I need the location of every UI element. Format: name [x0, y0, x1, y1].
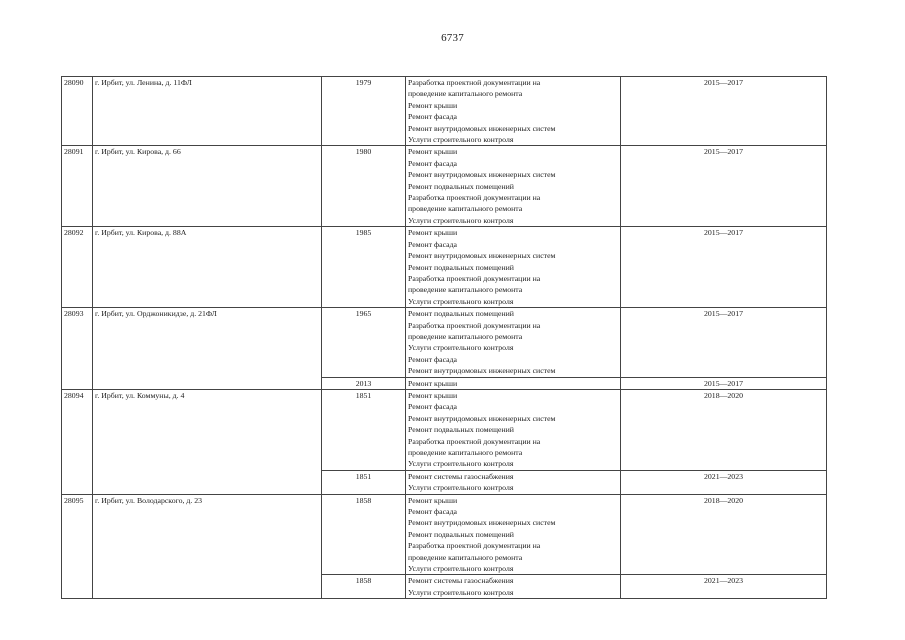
work-item: проведение капитального ремонта [408, 331, 523, 341]
table-row [62, 146, 827, 227]
record-id: 28093 [62, 308, 93, 390]
record-works [406, 494, 621, 575]
work-item: Ремонт внутридомовых инженерных систем [408, 413, 556, 423]
work-item: Ремонт фасада [408, 507, 458, 517]
work-item: Ремонт внутридомовых инженерных систем [408, 366, 556, 376]
record-address: г. Ирбит, ул. Кирова, д. 88А [93, 227, 322, 308]
record-address: г. Ирбит, ул. Ленина, д. 11ФЛ [93, 77, 322, 146]
table-row [62, 227, 827, 308]
table-row [62, 389, 827, 470]
work-item: Ремонт подвальных помещений [408, 309, 514, 319]
record-year: 1858 [322, 494, 406, 575]
record-works [406, 377, 621, 389]
record-id: 28091 [62, 146, 93, 227]
record-year: 1985 [322, 227, 406, 308]
record-year: 1980 [322, 146, 406, 227]
work-item: Услуги строительного контроля [408, 135, 514, 145]
record-period: 2021—2023 [621, 575, 827, 599]
work-item: Ремонт внутридомовых инженерных систем [408, 170, 556, 180]
work-item: проведение капитального ремонта [408, 552, 523, 562]
record-id: 28090 [62, 77, 93, 146]
work-item: Ремонт подвальных помещений [408, 529, 514, 539]
record-address: г. Ирбит, ул. Коммуны, д. 4 [93, 389, 322, 494]
work-item: проведение капитального ремонта [408, 89, 523, 99]
work-item: Ремонт фасада [408, 354, 458, 364]
work-item: проведение капитального ремонта [408, 285, 523, 295]
record-year: 2013 [322, 377, 406, 389]
record-period: 2021—2023 [621, 470, 827, 494]
building-repair-table [61, 76, 827, 599]
work-item: Ремонт подвальных помещений [408, 425, 514, 435]
record-year: 1858 [322, 575, 406, 599]
record-works [406, 575, 621, 599]
work-item: Ремонт фасада [408, 112, 458, 122]
work-item: Ремонт фасада [408, 158, 458, 168]
record-address: г. Ирбит, ул. Володарского, д. 23 [93, 494, 322, 599]
record-address: г. Ирбит, ул. Кирова, д. 66 [93, 146, 322, 227]
record-period: 2015—2017 [621, 146, 827, 227]
table-row [62, 308, 827, 377]
record-period: 2015—2017 [621, 227, 827, 308]
table-row [62, 77, 827, 146]
work-item: Ремонт фасада [408, 402, 458, 412]
work-item: Услуги строительного контроля [408, 343, 514, 353]
record-period: 2015—2017 [621, 308, 827, 377]
work-item: Услуги строительного контроля [408, 587, 514, 597]
record-year: 1965 [322, 308, 406, 377]
work-item: Ремонт внутридомовых инженерных систем [408, 518, 556, 528]
record-year: 1851 [322, 470, 406, 494]
work-item: Ремонт системы газоснабжения [408, 576, 514, 586]
record-year: 1851 [322, 389, 406, 470]
work-item: Разработка проектной документации на [408, 436, 541, 446]
work-item: Ремонт крыши [408, 495, 458, 505]
work-item: Ремонт крыши [408, 390, 458, 400]
record-year: 1979 [322, 77, 406, 146]
record-id: 28094 [62, 389, 93, 494]
work-item: Ремонт фасада [408, 239, 458, 249]
record-address: г. Ирбит, ул. Орджоникидзе, д. 21ФЛ [93, 308, 322, 390]
record-works [406, 389, 621, 470]
table-row [62, 494, 827, 575]
record-works [406, 308, 621, 377]
work-item: Ремонт крыши [408, 228, 458, 238]
work-item: Ремонт крыши [408, 378, 458, 388]
record-works [406, 77, 621, 146]
work-item: Разработка проектной документации на [408, 78, 541, 87]
table-body [62, 77, 827, 599]
work-item: Услуги строительного контроля [408, 483, 514, 493]
record-works [406, 470, 621, 494]
page-number: 6737 [441, 32, 464, 44]
work-item: Ремонт системы газоснабжения [408, 471, 514, 481]
record-works [406, 227, 621, 308]
record-period: 2018—2020 [621, 494, 827, 575]
work-item: Ремонт внутридомовых инженерных систем [408, 251, 556, 261]
work-item: Ремонт подвальных помещений [408, 262, 514, 272]
record-period: 2015—2017 [621, 77, 827, 146]
work-item: Услуги строительного контроля [408, 459, 514, 469]
work-item: проведение капитального ремонта [408, 448, 523, 457]
record-id: 28095 [62, 494, 93, 599]
record-period: 2018—2020 [621, 389, 827, 470]
work-item: Ремонт крыши [408, 100, 458, 110]
work-item: Разработка проектной документации на [408, 273, 541, 283]
record-id: 28092 [62, 227, 93, 308]
work-item: Разработка проектной документации на [408, 320, 541, 330]
work-item: Ремонт крыши [408, 147, 458, 157]
work-item: Разработка проектной документации на [408, 541, 541, 551]
work-item: Ремонт подвальных помещений [408, 181, 514, 191]
work-item: Услуги строительного контроля [408, 215, 514, 225]
work-item: Ремонт внутридомовых инженерных систем [408, 123, 556, 133]
record-period: 2015—2017 [621, 377, 827, 389]
work-item: проведение капитального ремонта [408, 204, 523, 214]
work-item: Услуги строительного контроля [408, 296, 514, 306]
work-item: Разработка проектной документации на [408, 193, 541, 203]
work-item: Услуги строительного контроля [408, 564, 514, 574]
record-works [406, 146, 621, 227]
